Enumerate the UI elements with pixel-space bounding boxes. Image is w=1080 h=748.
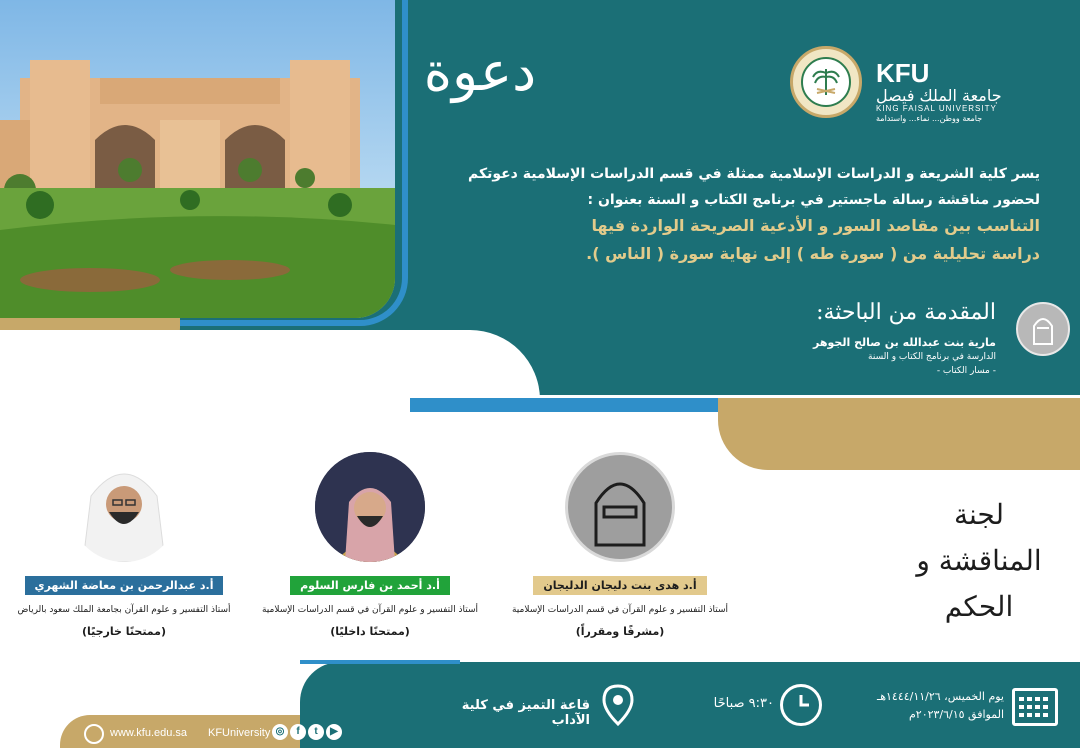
university-tagline: جامعة ووطن... نماء... واستدامة xyxy=(876,114,983,123)
university-name-en: KING FAISAL UNIVERSITY xyxy=(876,104,997,113)
palm-emblem-icon xyxy=(801,57,851,107)
member-title: أستاذ التفسير و علوم القرآن بجامعة الملك سعود بالرياض xyxy=(17,605,231,615)
university-abbr: KFU xyxy=(876,58,930,88)
member-name: أ.د أحمد بن فارس السلوم xyxy=(290,576,450,595)
campus-photo xyxy=(0,0,395,318)
event-date-gregorian: الموافق ٢٠٢٣/٦/١٥م xyxy=(908,708,1004,721)
event-location: قاعة التميز في كلية الآداب xyxy=(461,698,590,728)
event-date-hijri: يوم الخميس، ١٤٤٤/١١/٢٦هـ xyxy=(876,690,1004,703)
thesis-title-line-1: التناسب بين مقاصد السور و الأدعية الصريحة الواردة فيها xyxy=(591,216,1040,235)
member-name: أ.د هدى بنت دليجان الدليجان xyxy=(533,576,706,595)
presenter-program: الدارسة في برنامج الكتاب و السنة xyxy=(868,352,996,362)
invitation-title: دعوة xyxy=(423,40,537,103)
presenter-heading: المقدمة من الباحثة: xyxy=(816,300,996,325)
intro-line-1: يسر كلية الشريعة و الدراسات الإسلامية ممثلة في قسم الدراسات الإسلامية دعوتكم xyxy=(467,166,1040,182)
committee-heading: لجنة المناقشة و الحكم xyxy=(916,498,1042,623)
gold-accent-right xyxy=(718,398,1080,470)
event-time: ٩:٣٠ صباحًا xyxy=(713,696,774,711)
calendar-icon xyxy=(1012,688,1058,726)
member-title: أستاذ التفسير و علوم القرآن في قسم الدراسات الإسلامية xyxy=(511,605,728,615)
clock-icon xyxy=(780,684,822,726)
blue-accent-line xyxy=(300,660,460,664)
location-pin-icon xyxy=(600,682,636,728)
committee-member-internal xyxy=(240,452,500,638)
member-photo xyxy=(69,452,179,562)
member-avatar-placeholder xyxy=(565,452,675,562)
presenter-avatar xyxy=(1016,302,1070,356)
member-role: (مشرفًا ومقرراً) xyxy=(575,625,665,638)
twitter-icon[interactable]: t xyxy=(308,724,324,740)
youtube-icon[interactable]: ▶ xyxy=(326,724,342,740)
website-link[interactable]: www.kfu.edu.sa xyxy=(110,727,188,739)
committee-member-external xyxy=(0,452,254,638)
blue-accent-strip xyxy=(410,398,720,412)
committee-member-supervisor xyxy=(490,452,750,638)
instagram-icon[interactable]: ◎ xyxy=(272,724,288,740)
university-name-ar: جامعة الملك فيصل xyxy=(876,86,1002,105)
social-handle[interactable]: KFUniversity xyxy=(208,727,271,739)
member-name: أ.د عبدالرحمن بن معاضة الشهري xyxy=(25,576,224,595)
member-role: (ممتحنًا داخليًا) xyxy=(330,625,410,638)
member-photo xyxy=(315,452,425,562)
presenter-track: - مسار الكتاب - xyxy=(936,366,996,376)
facebook-icon[interactable]: f xyxy=(290,724,306,740)
thesis-title-line-2: دراسة تحليلية من ( سورة طه ) إلى نهاية سورة ( الناس ). xyxy=(586,244,1040,263)
presenter-name: مارية بنت عبدالله بن صالح الجوهر xyxy=(813,336,996,349)
university-seal-logo xyxy=(790,46,862,118)
member-role: (ممتحنًا خارجيًا) xyxy=(81,625,167,638)
member-title: أستاذ التفسير و علوم القرآن في قسم الدراسات الإسلامية xyxy=(261,605,478,615)
white-wave xyxy=(0,330,540,450)
intro-line-2: لحضور مناقشة رسالة ماجستير في برنامج الكتاب و السنة بعنوان : xyxy=(587,192,1040,208)
globe-icon xyxy=(84,724,104,744)
